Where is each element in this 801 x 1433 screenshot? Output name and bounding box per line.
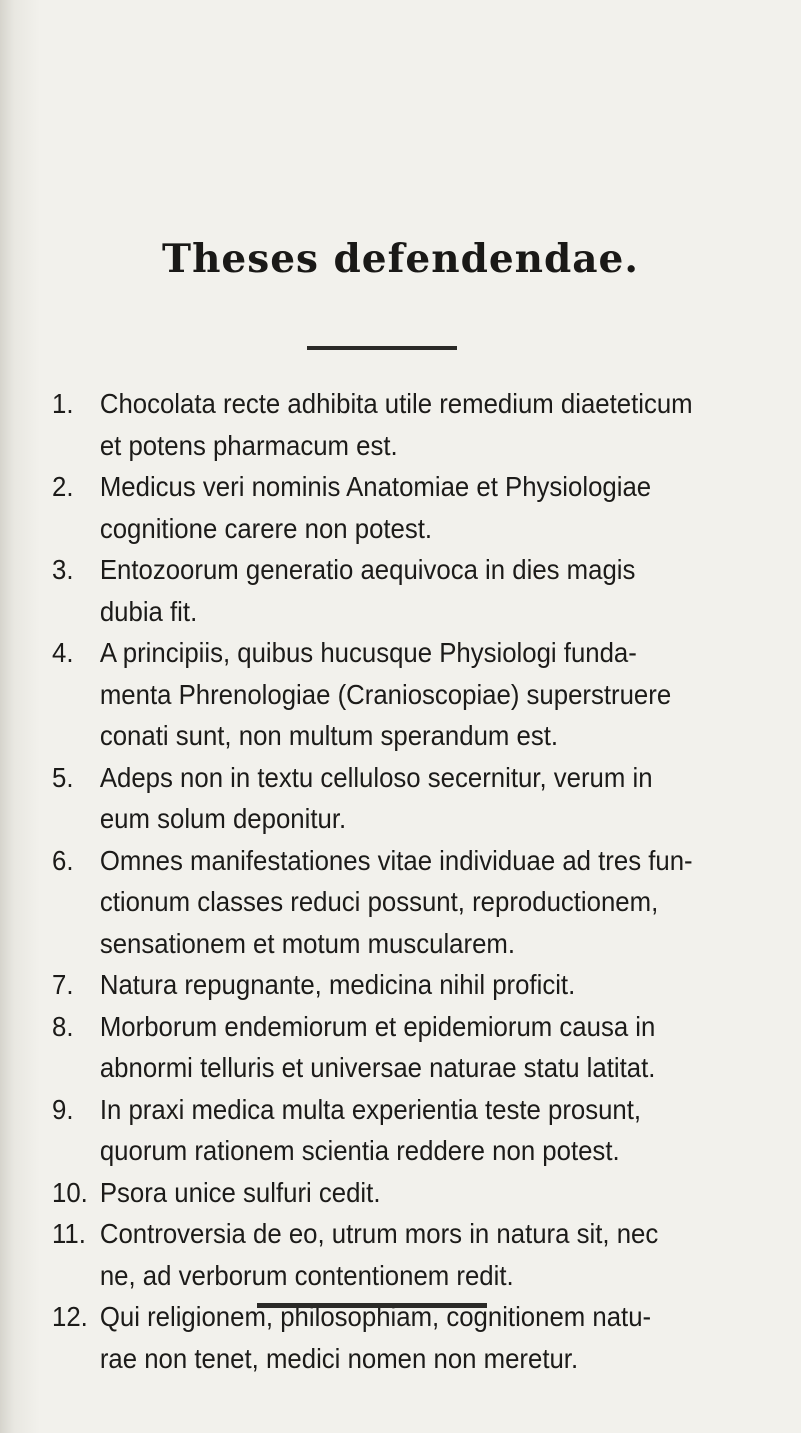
thesis-number: 5.: [52, 761, 74, 793]
thesis-item: [52, 1172, 714, 1214]
thesis-text: [100, 1213, 715, 1296]
thesis-text-line: quorum rationem scientia reddere non potest.: [99, 1135, 620, 1166]
thesis-number: 11.: [52, 1218, 86, 1249]
thesis-text-line: Medicus veri nominis Anatomiae et Physiologiae: [99, 471, 652, 502]
thesis-number: 12.: [52, 1301, 88, 1332]
thesis-text: [100, 1006, 715, 1089]
thesis-number: 2.: [52, 471, 74, 502]
thesis-text: [100, 1089, 715, 1172]
thesis-item: [52, 840, 714, 965]
thesis-item: [52, 1089, 714, 1172]
thesis-text: [100, 1172, 715, 1214]
thesis-text-line: conati sunt, non multum sperandum est.: [99, 720, 559, 751]
thesis-item: [52, 383, 714, 466]
thesis-text: [100, 632, 715, 757]
thesis-text-line: Omnes manifestationes vitae individuae ad tres fun-: [99, 844, 693, 876]
thesis-item: [52, 466, 714, 549]
thesis-text-line: et potens pharmacum est.: [99, 429, 398, 461]
thesis-text-line: ne, ad verborum contentionem redit.: [99, 1259, 514, 1291]
thesis-item: [52, 1213, 714, 1296]
thesis-text-line: Natura repugnante, medicina nihil proficit.: [99, 969, 576, 1000]
thesis-number: 9.: [52, 1093, 74, 1125]
thesis-text: [100, 757, 715, 840]
thesis-text-line: A principiis, quibus hucusque Physiologi funda-: [99, 637, 637, 668]
title-divider: [307, 346, 457, 350]
thesis-number: 8.: [52, 1010, 74, 1042]
thesis-text: [100, 466, 715, 549]
thesis-number: 3.: [52, 554, 74, 585]
thesis-text-line: Entozoorum generatio aequivoca in dies magis: [99, 554, 636, 585]
thesis-item: [52, 1006, 714, 1089]
thesis-text: [100, 840, 715, 965]
thesis-text-line: cognitione carere non potest.: [99, 512, 433, 544]
page-title: Theses defendendae.: [162, 236, 639, 282]
theses-list: [52, 383, 772, 1379]
thesis-item: [52, 964, 714, 1006]
thesis-text-line: Qui religionem, philosophiam, cognitionem natu-: [99, 1301, 652, 1332]
thesis-text-line: menta Phrenologiae (Cranioscopiae) superstruere: [99, 678, 672, 710]
thesis-text-line: In praxi medica multa experientia teste prosunt,: [99, 1093, 642, 1125]
thesis-number: 1.: [52, 388, 74, 419]
thesis-item: [52, 1296, 714, 1379]
thesis-text-line: abnormi telluris et universae naturae statu latitat.: [99, 1052, 656, 1083]
thesis-text-line: Psora unice sulfuri cedit.: [99, 1176, 381, 1208]
thesis-text: [100, 549, 715, 632]
thesis-item: [52, 632, 714, 757]
thesis-text-line: Controversia de eo, utrum mors in natura sit, nec: [99, 1218, 659, 1249]
thesis-text-line: Adeps non in textu celluloso secernitur, verum in: [99, 761, 653, 793]
thesis-number: 7.: [52, 969, 74, 1000]
thesis-number: 4.: [52, 637, 74, 668]
thesis-text: [100, 1296, 715, 1379]
thesis-item: [52, 757, 714, 840]
thesis-text-line: Chocolata recte adhibita utile remedium diaeteticum: [99, 388, 693, 419]
thesis-number: 6.: [52, 844, 74, 876]
thesis-number: 10.: [52, 1176, 88, 1208]
closing-divider: [257, 1303, 487, 1308]
thesis-text-line: ctionum classes reduci possunt, reproductionem,: [99, 886, 659, 917]
thesis-text: [100, 964, 715, 1006]
thesis-text-line: sensationem et motum muscularem.: [99, 927, 516, 959]
thesis-text: [100, 383, 715, 466]
thesis-text-line: rae non tenet, medici nomen non meretur.: [99, 1342, 579, 1374]
thesis-text-line: dubia fit.: [99, 595, 198, 627]
thesis-text-line: eum solum deponitur.: [99, 803, 347, 834]
thesis-text-line: Morborum endemiorum et epidemiorum causa in: [99, 1010, 656, 1042]
thesis-item: [52, 549, 714, 632]
